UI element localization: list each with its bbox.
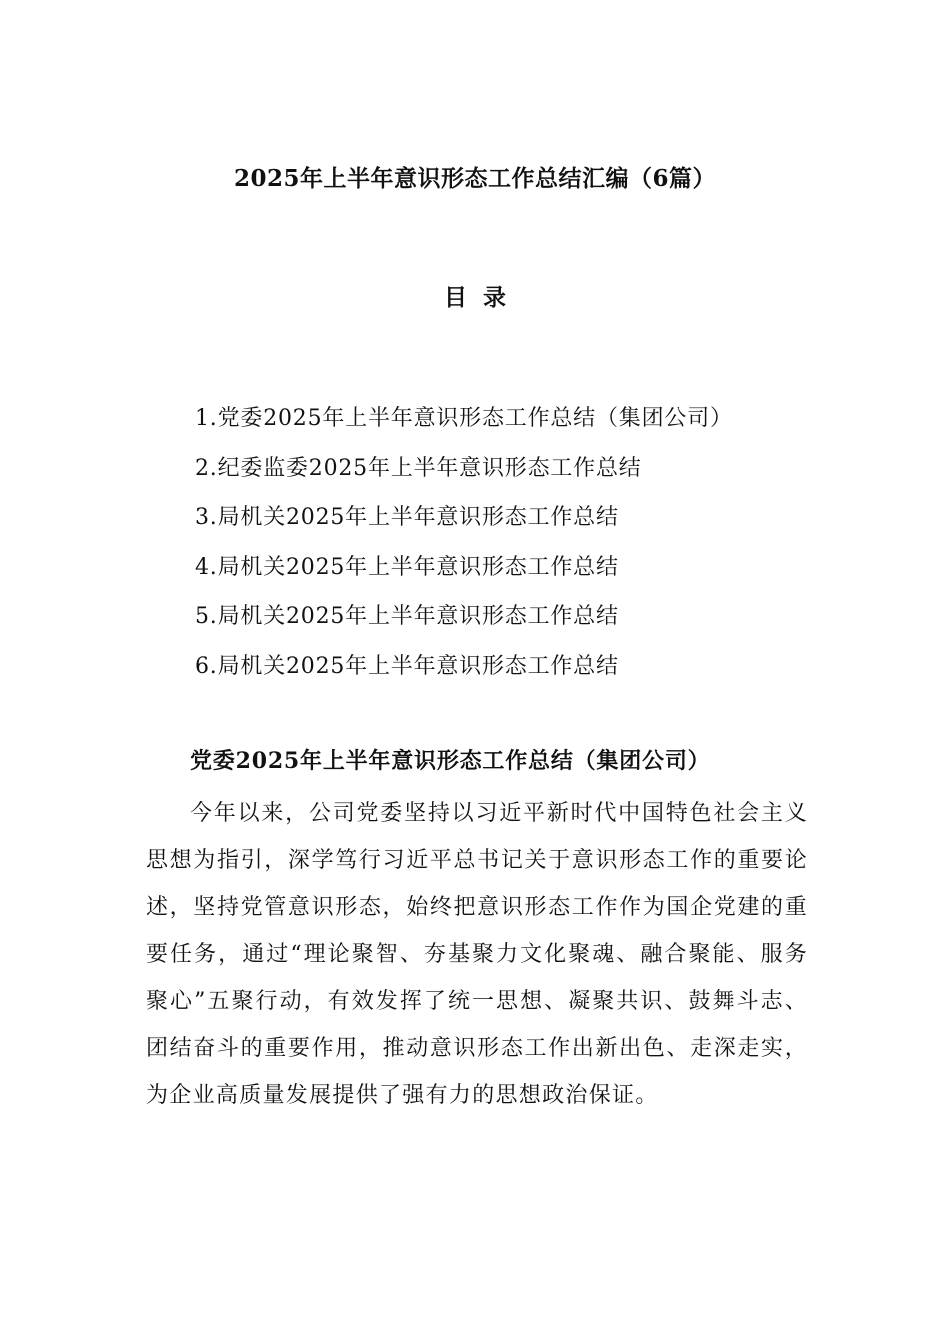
document-title: 2025年上半年意识形态工作总结汇编（6篇） bbox=[233, 165, 717, 192]
toc-item-1: 1.党委2025年上半年意识形态工作总结（集团公司） bbox=[195, 406, 733, 431]
table-of-contents bbox=[195, 394, 733, 692]
body-paragraph: 今年以来，公司党委坚持以习近平新时代中国特色社会主义思想为指引，深学笃行习近平总书记关于意识形态工作的重要论述，坚持党管意识形态，始终把意识形态工作作为国企党建的重要任务，通过“理论聚智、夯基聚力文化聚魂、融合聚能、服务聚心”五聚行动，有效发挥了统一思想、凝聚共识、鼓舞斗志、团结奋斗的重要作用，推动意识形态工作出新出色、走深走实，为企业高质量发展提供了强有力的思想政治保证。 bbox=[146, 801, 808, 1108]
toc-item-4: 4.局机关2025年上半年意识形态工作总结 bbox=[195, 554, 619, 580]
toc-item-5: 5.局机关2025年上半年意识形态工作总结 bbox=[195, 604, 619, 630]
section-title: 党委2025年上半年意识形态工作总结（集团公司） bbox=[190, 748, 711, 774]
toc-heading: 目 录 bbox=[443, 284, 506, 311]
toc-item-2: 2.纪委监委2025年上半年意识形态工作总结 bbox=[195, 455, 642, 481]
toc-item-3: 3.局机关2025年上半年意识形态工作总结 bbox=[195, 505, 619, 531]
toc-item-6: 6.局机关2025年上半年意识形态工作总结 bbox=[195, 653, 619, 679]
